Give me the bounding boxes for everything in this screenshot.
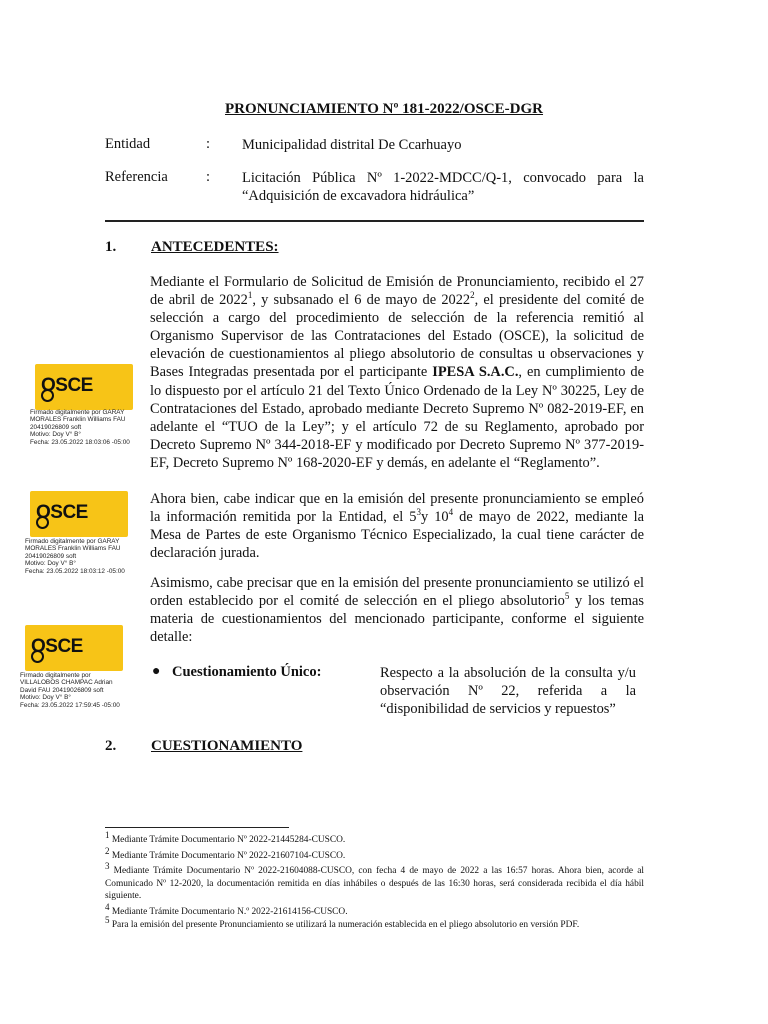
signature-text-2: Firmado digitalmente por GARAY MORALES Franklin Williams FAU 20419026809 soft Motivo: Doy V° B° Fecha: 23.05.2022 18:03:12 -05:00 [25, 538, 125, 575]
magnifier-icon [41, 389, 54, 402]
footnote-3: $^3$ Mediante Trámite Documentario Nº 2022-21604088-CUSCO, con fecha 4 de mayo de 2022 a las 16:57 horas. Ahora bien, acorde al Comunicado Nº 12-2020, la documentación remitida en días inhábiles o después de las 16:30 horas, será considerada recibida el día hábil siguiente. [105, 860, 644, 901]
section-1-number: 1. [105, 239, 117, 255]
document-title: PRONUNCIAMIENTO Nº 181-2022/OSCE-DGR [224, 101, 544, 117]
osce-logo-stamp-3 [25, 625, 123, 671]
osce-logo-text: OSCE [41, 375, 93, 396]
paragraph-orden: Asimismo, cabe precisar que en la emisión del presente pronunciamiento se utilizó el orden establecido por el comité de selección en el pliego absolutorio$^5$ y los temas materia de cuestionamientos del mencionado participante, conforme el siguiente detalle: [150, 575, 644, 646]
referencia-label: Referencia [105, 169, 168, 185]
footnote-1: $^1$ Mediante Trámite Documentario Nº 2022-21445284-CUSCO. [105, 829, 346, 845]
referencia-value: Licitación Pública Nº 1-2022-MDCC/Q-1, convocado para la “Adquisición de excavadora hidráulica” [242, 170, 644, 204]
osce-logo-text: OSCE [36, 502, 88, 523]
participant-name: IPESA S.A.C. [432, 364, 519, 381]
paragraph-informacion: Ahora bien, cabe indicar que en la emisión del presente pronunciamiento se empleó la información remitida por la Entidad, el $5^3y$ $10^4$ de mayo de 2022, mediante la Mesa de Partes de este Organismo Técnico Especializado, la cual tiene carácter de declaración jurada. [150, 491, 645, 562]
bullet-label: Cuestionamiento Único: [172, 664, 322, 680]
section-1-title: ANTECEDENTES: [151, 239, 279, 255]
bullet-icon: ● [152, 664, 161, 679]
footnote-ref-3: 3 [416, 507, 421, 518]
footnote-ref-4: 4 [448, 507, 454, 518]
signature-text-1: Firmado digitalmente por GARAY MORALES Franklin Williams FAU 20419026809 soft Motivo: Doy V° B° Fecha: 23.05.2022 18:03:06 -05:00 [30, 409, 130, 446]
paragraph-antecedentes: Mediante el Formulario de Solicitud de Emisión de Pronunciamiento, recibido el 27 de abril de 2022$^1$, y subsanado el 6 de mayo de 2022$^2$, el presidente del comité de selección a cargo del procedimiento de selección de la referencia remitió al Organismo Supervisor de las Contrataciones del Estado (OSCE), la solicitud de elevación de cuestionamientos al pliego absolutorio de consultas u observaciones y Bases Integradas presentada por el participante IPESA S.A.C., en cumplimiento de lo dispuesto por el artículo 21 del Texto Único Ordenado de la Ley Nº 30225, Ley de Contrataciones del Estado, aprobado mediante Decreto Supremo Nº 082-2019-EF, en adelante el “TUO de la Ley”; y el artículo 72 de su Reglamento, aprobado por Decreto Supremo Nº 344-2018-EF y modificado por Decreto Supremo Nº 377-2019-EF, Decreto Supremo Nº 168-2020-EF y demás, en adelante el “Reglamento”. [150, 274, 644, 471]
footnote-2: $^2$ Mediante Trámite Documentario Nº 2022-21607104-CUSCO. [105, 845, 346, 861]
bullet-text: Respecto a la absolución de la consulta y/u observación Nº 22, referida a la “disponibilidad de servicios y repuestos” [380, 665, 636, 717]
section-2-title: CUESTIONAMIENTO [151, 738, 303, 754]
osce-logo-stamp-1 [35, 364, 133, 410]
footnote-5: $^5$ Para la emisión del presente Pronunciamiento se utilizará la numeración establecida en el pliego absolutorio en versión PDF. [105, 914, 580, 930]
referencia-colon: : [206, 169, 211, 185]
footnote-ref-1: 1 [247, 290, 253, 301]
magnifier-icon [36, 516, 49, 529]
signature-text-3: Firmado digitalmente por VILLALOBOS CHAMPAC Adrian David FAU 20419026809 soft Motivo: Doy V° B° Fecha: 23.05.2022 17:59:45 -05:00 [20, 672, 120, 709]
footnotes [105, 829, 644, 932]
entidad-label: Entidad [105, 136, 151, 152]
section-2-number: 2. [105, 738, 117, 754]
entidad-colon: : [206, 136, 211, 152]
magnifier-icon [31, 650, 44, 663]
osce-logo-text: OSCE [31, 636, 83, 657]
osce-logo-stamp-2 [30, 491, 128, 537]
footnote-ref-5: 5 [564, 591, 570, 602]
footnote-ref-2: 2 [470, 290, 475, 301]
header-divider [105, 220, 644, 222]
footnote-divider [105, 827, 289, 828]
entidad-value: Municipalidad distrital De Ccarhuayo [242, 137, 462, 153]
footnote-4: $^4$ Mediante Trámite Documentario N.º 2022-21614156-CUSCO. [105, 901, 348, 917]
